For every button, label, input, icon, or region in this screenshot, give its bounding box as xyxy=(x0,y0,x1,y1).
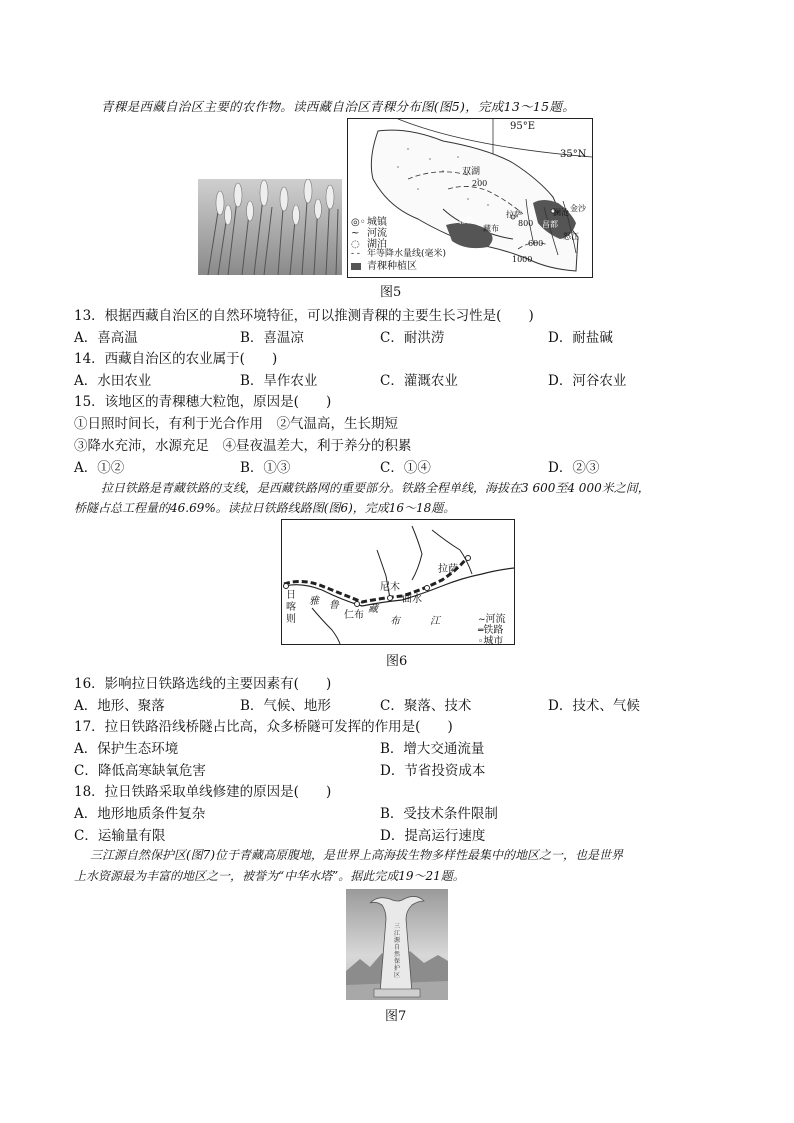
q14-option-d[interactable]: D．河谷农业 xyxy=(548,373,627,389)
river-label: 江 xyxy=(430,616,440,627)
q18-option-b[interactable]: B．受技术条件限制 xyxy=(380,806,498,822)
q16-option-b[interactable]: B．气候、地形 xyxy=(240,698,331,714)
intro-q16-18-line1: 拉日铁路是青藏铁路的支线，是西藏铁路网的重要部分。铁路全程单线，海拔在3 600至4 000米之间， xyxy=(101,481,650,495)
lat-label: 35°N xyxy=(560,149,587,160)
map-label: 200 xyxy=(472,179,488,188)
map-label: 双湖 xyxy=(462,167,481,177)
intro-q13-15: 青稞是西藏自治区主要的农作物。读西藏自治区青稞分布图(图5)，完成13～15题。 xyxy=(101,99,576,114)
q16-stem: 16．影响拉日铁路选线的主要因素有( ) xyxy=(74,676,332,692)
q13-option-d[interactable]: D．耐盐碱 xyxy=(548,330,613,346)
fig5-legend: ◎◦城镇 ~ 河流 ◌ 湖泊 - - 年等降水量线(毫米) 青稞种植区 xyxy=(351,217,447,272)
fig7-caption: 图7 xyxy=(385,1009,407,1024)
barley-photo xyxy=(198,179,342,275)
q17-option-b[interactable]: B．增大交通流量 xyxy=(380,741,485,757)
city-label: 拉萨 xyxy=(438,564,458,575)
map-label: 雅鲁 xyxy=(458,216,474,225)
q15-option-b[interactable]: B．①③ xyxy=(240,460,291,476)
q18-option-d[interactable]: D．提高运行速度 xyxy=(380,828,486,844)
fig5-caption: 图5 xyxy=(380,285,402,300)
legend-item: 城市 xyxy=(483,636,504,647)
q14-option-a[interactable]: A．水田农业 xyxy=(74,373,152,389)
legend-item: 河流 xyxy=(367,228,387,239)
q17-option-d[interactable]: D．节省投资成本 xyxy=(380,763,486,779)
intro-q19-21-line1: 三江源自然保护区(图7)位于青藏高原腹地，是世界上高海拔生物多样性最集中的地区之一，也是世界 xyxy=(90,848,624,862)
q17-stem: 17．拉日铁路沿线桥隧占比高，众多桥隧可发挥的作用是( ) xyxy=(74,719,453,735)
q16-option-a[interactable]: A．地形、聚落 xyxy=(74,698,165,714)
q13-option-a[interactable]: A．喜高温 xyxy=(74,330,138,346)
legend-item: 湖泊 xyxy=(367,239,387,250)
map-label: 澜沧 xyxy=(553,208,569,217)
map-label: 600 xyxy=(528,239,544,248)
map-label: 1000 xyxy=(512,255,533,264)
q15-option-a[interactable]: A．①② xyxy=(74,460,125,476)
map-label: 金沙 xyxy=(570,204,586,213)
q18-option-c[interactable]: C．运输量有限 xyxy=(74,828,166,844)
q15-statement-line1: ①日照时间长，有利于光合作用 ②气温高，生长期短 xyxy=(74,416,398,432)
river-label: 鲁 xyxy=(329,600,339,611)
q14-option-b[interactable]: B．旱作农业 xyxy=(240,373,318,389)
city-label: 曲水 xyxy=(402,594,422,605)
figure-7-photo xyxy=(346,889,448,1000)
q14-stem: 14．西藏自治区的农业属于( ) xyxy=(74,351,278,367)
q15-stem: 15．该地区的青稞穗大粒饱，原因是( ) xyxy=(74,394,332,410)
map-label: 800 xyxy=(518,219,534,228)
figure-5-map xyxy=(347,118,593,278)
city-label: 日喀则 xyxy=(286,590,296,625)
q15-option-c[interactable]: C．①④ xyxy=(380,460,431,476)
monument-inscription: 三江源自然保护区 xyxy=(394,923,401,979)
q15-option-d[interactable]: D．②③ xyxy=(548,460,600,476)
q16-option-d[interactable]: D．技术、气候 xyxy=(548,698,640,714)
river-label: 雅 xyxy=(309,596,319,607)
figure-6-map xyxy=(281,519,515,645)
q16-option-c[interactable]: C．聚落、技术 xyxy=(380,698,472,714)
lon-label: 95°E xyxy=(510,121,536,132)
city-label: 仁布 xyxy=(344,610,364,621)
fig6-caption: 图6 xyxy=(386,654,408,669)
q15-statement-line2: ③降水充沛，水源充足 ④昼夜温差大，利于养分的积累 xyxy=(74,438,412,454)
intro-q19-21-line2: 上水资源最为丰富的地区之一，被誉为“中华水塔”。据此完成19～21题。 xyxy=(74,869,465,883)
river-label: 藏 xyxy=(368,604,378,615)
legend-item: 河流 xyxy=(485,614,506,625)
q18-option-a[interactable]: A．地形地质条件复杂 xyxy=(74,806,206,822)
legend-item: 青稞种植区 xyxy=(367,261,417,272)
fig6-legend: ~河流 ═铁路 ◦城市 xyxy=(478,614,506,647)
city-label: 尼木 xyxy=(380,582,400,593)
q18-stem: 18．拉日铁路采取单线修建的原因是( ) xyxy=(74,784,332,800)
q14-option-c[interactable]: C．灌溉农业 xyxy=(380,373,458,389)
map-label: 藏布 xyxy=(483,224,499,233)
map-label: 拉萨 xyxy=(506,210,522,219)
q13-option-b[interactable]: B．喜温凉 xyxy=(240,330,304,346)
intro-q16-18-line2: 桥隧占总工程量的46.69%。读拉日铁路线路图(图6)，完成16～18题。 xyxy=(74,501,456,515)
q17-option-c[interactable]: C．降低高寒缺氧危害 xyxy=(74,763,206,779)
legend-item: 年等降水量线(毫米) xyxy=(367,249,447,259)
map-label: 怒江 xyxy=(563,232,579,241)
legend-item: 铁路 xyxy=(483,625,504,636)
river-label: 布 xyxy=(390,616,400,627)
legend-item: 城镇 xyxy=(367,217,387,228)
q13-stem: 13．根据西藏自治区的自然环境特征，可以推测青稞的主要生长习性是( ) xyxy=(74,308,534,324)
q17-option-a[interactable]: A．保护生态环境 xyxy=(74,741,179,757)
q13-option-c[interactable]: C．耐洪涝 xyxy=(380,330,445,346)
map-label: 昌都 xyxy=(542,220,558,229)
